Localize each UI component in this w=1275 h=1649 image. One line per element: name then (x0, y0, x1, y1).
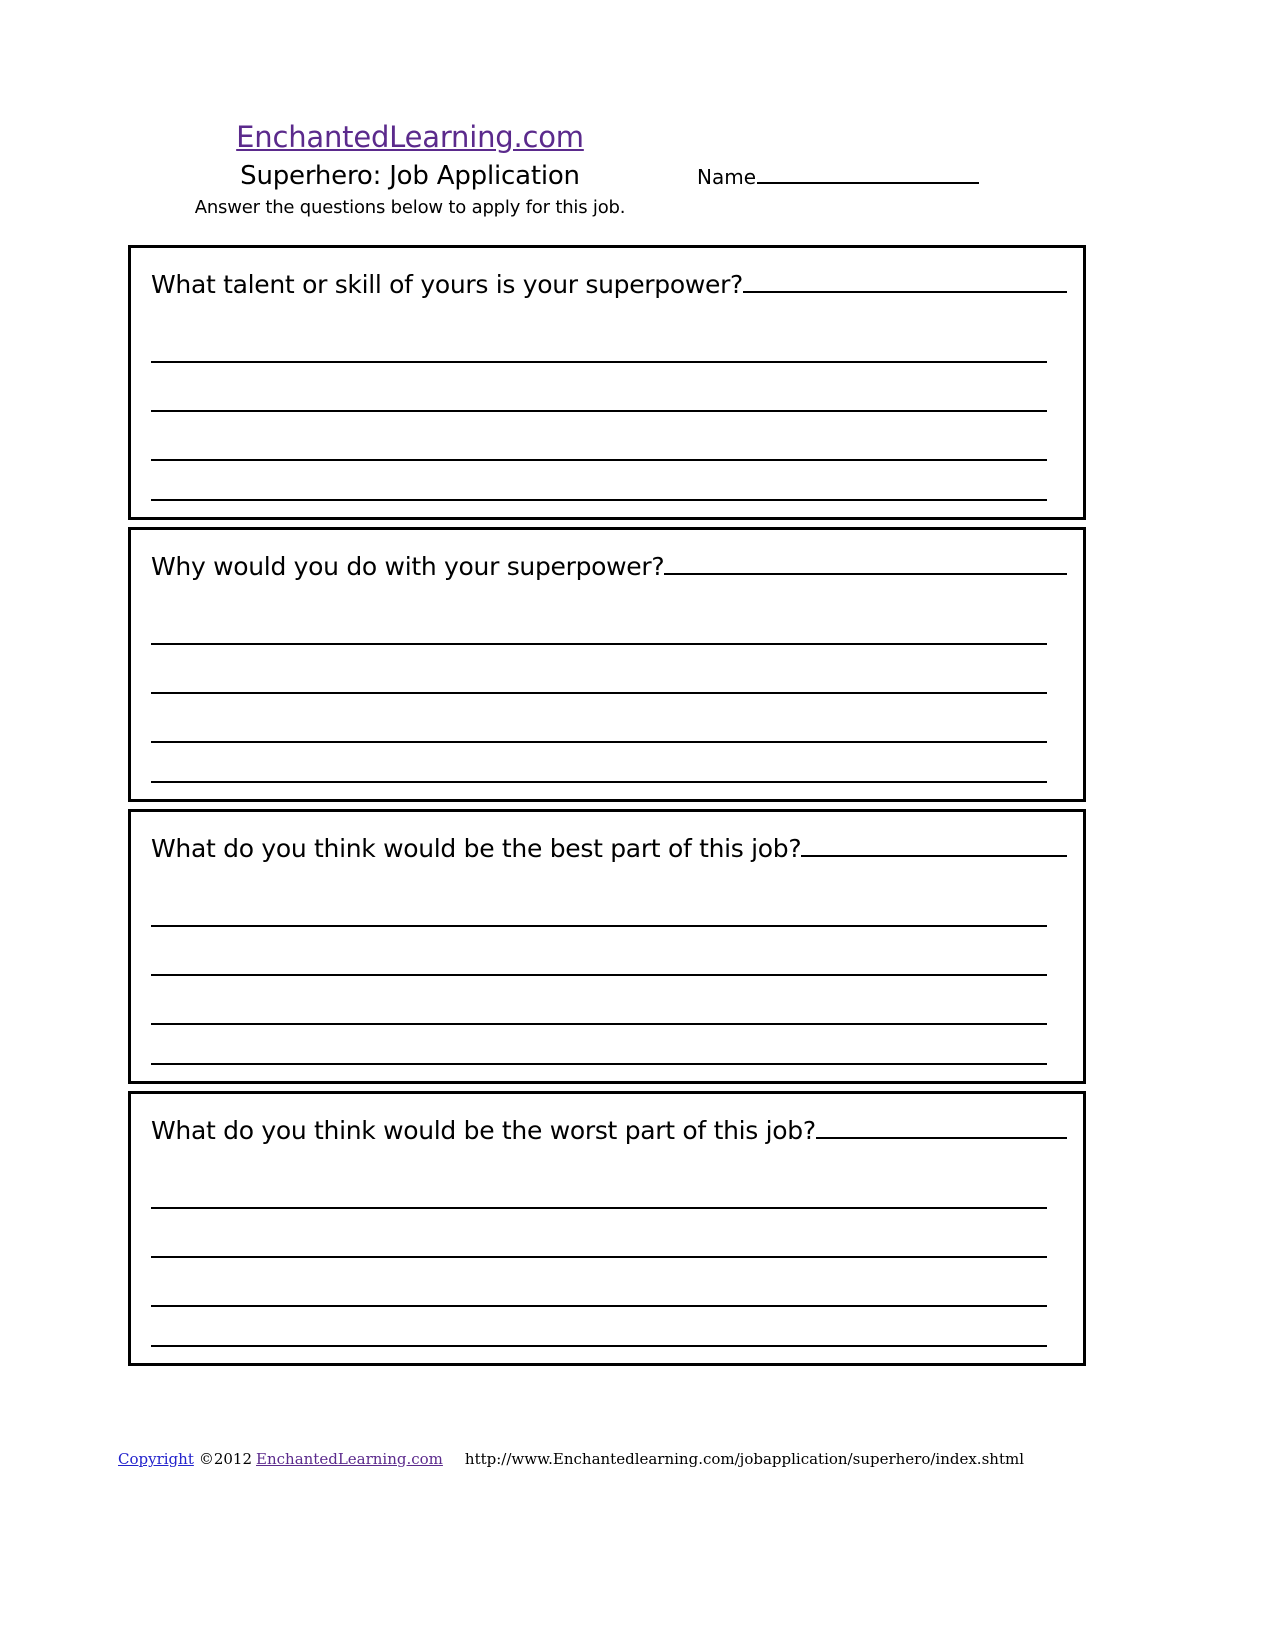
answer-line[interactable] (151, 743, 1047, 783)
source-url-text: http://www.Enchantedlearning.com/jobapplication/superhero/index.shtml (464, 1450, 1024, 1468)
enchantedlearning-footer-link[interactable]: EnchantedLearning.com (256, 1450, 443, 1468)
page-footer (118, 1449, 1024, 1469)
answer-line[interactable] (151, 1160, 1047, 1209)
copyright-link[interactable]: Copyright (118, 1450, 194, 1468)
question-heading-4 (131, 1094, 1083, 1146)
question-text-1: What talent or skill of yours is your superpower? (151, 270, 744, 299)
question-text-3: What do you think would be the best part of this job? (151, 834, 802, 863)
question-answer-rule-1[interactable] (743, 273, 1067, 293)
answer-line[interactable] (151, 694, 1047, 743)
answer-line[interactable] (151, 1209, 1047, 1258)
answer-lines-2 (131, 582, 1083, 799)
answer-line[interactable] (151, 1307, 1047, 1347)
answer-line[interactable] (151, 412, 1047, 461)
answer-line[interactable] (151, 976, 1047, 1025)
question-answer-rule-4[interactable] (816, 1119, 1067, 1139)
enchantedlearning-site-link[interactable]: EnchantedLearning.com (236, 120, 584, 154)
question-text-2: Why would you do with your superpower? (151, 552, 665, 581)
answer-lines-1 (131, 300, 1083, 517)
answer-line[interactable] (151, 461, 1047, 501)
question-text-4: What do you think would be the worst part of this job? (151, 1116, 816, 1145)
name-field[interactable] (697, 165, 979, 189)
answer-line[interactable] (151, 927, 1047, 976)
question-box-1 (128, 245, 1086, 520)
answer-lines-4 (131, 1146, 1083, 1363)
name-input-rule[interactable] (757, 166, 979, 184)
question-heading-2 (131, 530, 1083, 582)
question-heading-3 (131, 812, 1083, 864)
answer-line[interactable] (151, 1258, 1047, 1307)
question-box-3 (128, 809, 1086, 1084)
name-label: Name (697, 165, 757, 189)
answer-lines-3 (131, 864, 1083, 1081)
page-title: Superhero: Job Application (240, 161, 580, 191)
worksheet-header (0, 120, 1275, 240)
page-subtitle: Answer the questions below to apply for this job. (194, 197, 626, 218)
answer-line[interactable] (151, 878, 1047, 927)
answer-line[interactable] (151, 314, 1047, 363)
answer-line[interactable] (151, 1025, 1047, 1065)
copyright-year: ©2012 (198, 1450, 253, 1468)
question-heading-1 (131, 248, 1083, 300)
question-box-2 (128, 527, 1086, 802)
question-box-4 (128, 1091, 1086, 1366)
answer-line[interactable] (151, 596, 1047, 645)
question-answer-rule-3[interactable] (801, 837, 1067, 857)
answer-line[interactable] (151, 363, 1047, 412)
answer-line[interactable] (151, 645, 1047, 694)
question-answer-rule-2[interactable] (664, 555, 1067, 575)
